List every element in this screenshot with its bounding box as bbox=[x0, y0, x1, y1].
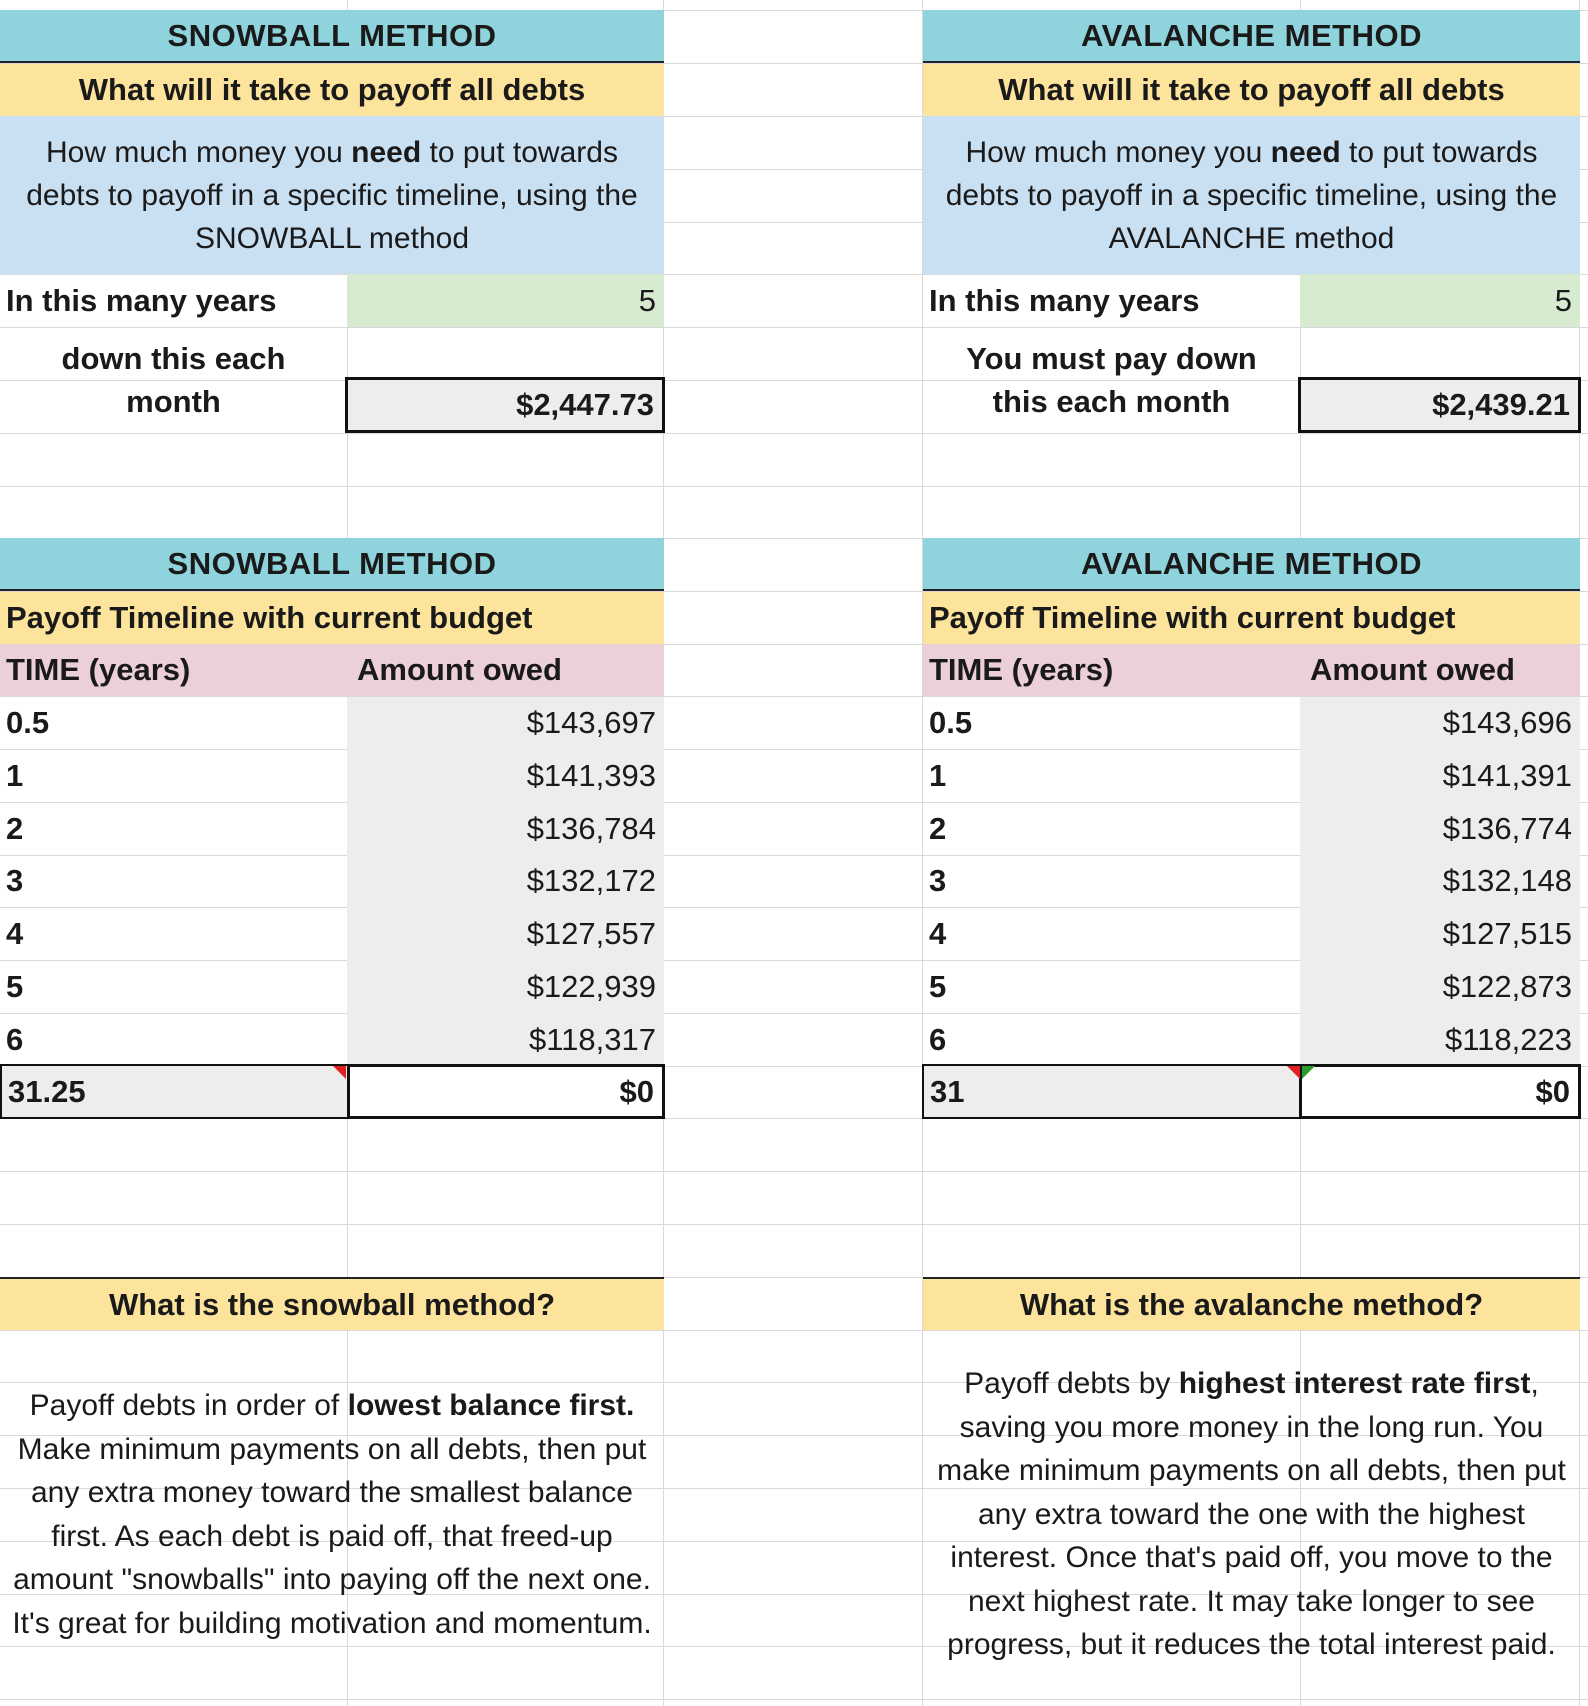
avalanche-timeline-title: Payoff Timeline with current budget bbox=[923, 592, 1580, 644]
avalanche-row-time: 6 bbox=[929, 1021, 947, 1057]
avalanche-years-input[interactable]: 5 bbox=[1300, 274, 1580, 327]
snowball-row-time: 1 bbox=[6, 757, 24, 793]
snowball-row-owed: $136,784 bbox=[347, 802, 664, 855]
snowball-row-owed: $127,557 bbox=[347, 907, 664, 960]
avalanche-row-owed: $132,148 bbox=[1300, 855, 1580, 907]
snowball-timeline-title: Payoff Timeline with current budget bbox=[0, 592, 664, 644]
avalanche-para-text: Payoff debts by bbox=[964, 1367, 1179, 1401]
snowball-row-time: 2 bbox=[6, 810, 24, 846]
comment-indicator-icon[interactable] bbox=[1302, 1066, 1315, 1079]
snowball-pay-label: down this each month bbox=[61, 341, 286, 419]
snowball-row-time: 4 bbox=[6, 915, 24, 951]
avalanche-row-time: 0.5 bbox=[929, 705, 973, 740]
avalanche-row-owed: $122,873 bbox=[1300, 960, 1580, 1013]
snowball-final-time[interactable]: 31.25 bbox=[0, 1064, 349, 1119]
snowball-row-owed: $141,393 bbox=[347, 749, 664, 802]
snowball-header: SNOWBALL METHOD bbox=[0, 10, 664, 63]
snowball-subheader: What will it take to payoff all debts bbox=[0, 64, 664, 116]
avalanche-final-time[interactable]: 31 bbox=[922, 1064, 1302, 1119]
avalanche-row-owed: $141,391 bbox=[1300, 749, 1580, 802]
snowball-row-owed: $132,172 bbox=[347, 855, 664, 907]
avalanche-timeline-header: AVALANCHE METHOD bbox=[923, 538, 1580, 591]
avalanche-final-owed[interactable]: $0 bbox=[1299, 1064, 1581, 1119]
snowball-description bbox=[0, 116, 664, 274]
avalanche-row-time: 4 bbox=[929, 915, 947, 951]
snowball-desc-text-a: How much money you bbox=[46, 135, 352, 169]
avalanche-col-time: TIME (years) bbox=[923, 644, 1300, 696]
avalanche-row-time: 3 bbox=[929, 863, 947, 898]
snowball-col-time: TIME (years) bbox=[0, 644, 347, 696]
snowball-col-owed: Amount owed bbox=[347, 644, 664, 696]
snowball-para-text: Payoff debts in order of bbox=[29, 1389, 348, 1422]
snowball-what-title: What is the snowball method? bbox=[0, 1277, 664, 1330]
snowball-para-bold: lowest balance first. bbox=[347, 1389, 635, 1422]
avalanche-pay-label: You must pay down this each month bbox=[966, 341, 1257, 419]
snowball-years-label: In this many years bbox=[6, 282, 277, 318]
avalanche-years-label: In this many years bbox=[929, 282, 1200, 318]
snowball-row-time: 5 bbox=[6, 968, 24, 1004]
snowball-desc-text-c: to put towards debts to payoff in a specific timeline, using the SNOWBALL method bbox=[26, 135, 638, 255]
avalanche-col-owed: Amount owed bbox=[1300, 644, 1580, 696]
avalanche-row-time: 5 bbox=[929, 968, 947, 1004]
avalanche-row-owed: $136,774 bbox=[1300, 802, 1580, 855]
avalanche-para-bold: highest interest rate first bbox=[1178, 1367, 1531, 1401]
snowball-row-owed: $122,939 bbox=[347, 960, 664, 1013]
avalanche-desc-text-a: How much money you bbox=[965, 135, 1271, 169]
snowball-what-text bbox=[0, 1330, 664, 1699]
snowball-desc-bold: need bbox=[351, 135, 422, 169]
snowball-row-owed: $143,697 bbox=[347, 697, 664, 749]
avalanche-row-owed: $127,515 bbox=[1300, 907, 1580, 960]
avalanche-row-owed: $118,223 bbox=[1300, 1013, 1580, 1066]
snowball-row-time: 6 bbox=[6, 1021, 24, 1057]
avalanche-what-text bbox=[923, 1330, 1580, 1699]
avalanche-desc-bold: need bbox=[1270, 135, 1341, 169]
snowball-row-owed: $118,317 bbox=[347, 1013, 664, 1066]
comment-indicator-icon[interactable] bbox=[333, 1066, 346, 1079]
comment-indicator-icon[interactable] bbox=[1287, 1066, 1300, 1079]
snowball-para-text: Make minimum payments on all debts, then put any extra money toward the smallest balance first. As each debt is paid off, that freed-up amount "snowballs" into paying off the next one. It's great for building motivation and momentum. bbox=[12, 1432, 652, 1640]
snowball-final-owed[interactable]: $0 bbox=[347, 1064, 665, 1119]
avalanche-row-time: 1 bbox=[929, 757, 947, 793]
avalanche-subheader: What will it take to payoff all debts bbox=[923, 64, 1580, 116]
avalanche-description bbox=[923, 116, 1580, 274]
snowball-years-input[interactable]: 5 bbox=[347, 274, 664, 327]
snowball-row-time: 3 bbox=[6, 863, 24, 898]
snowball-timeline-header: SNOWBALL METHOD bbox=[0, 538, 664, 591]
avalanche-monthly-payment[interactable]: $2,439.21 bbox=[1298, 377, 1581, 433]
avalanche-what-title: What is the avalanche method? bbox=[923, 1277, 1580, 1330]
snowball-monthly-payment[interactable]: $2,447.73 bbox=[345, 377, 665, 433]
avalanche-header: AVALANCHE METHOD bbox=[923, 10, 1580, 63]
avalanche-para-text: , saving you more money in the long run. You make minimum payments on all debts, then put any extra toward the one with the highest interest. Once that's paid off, you move to the next highest rate. It may take longer to see progress, but it reduces the total interest paid. bbox=[937, 1367, 1566, 1662]
avalanche-row-owed: $143,696 bbox=[1300, 697, 1580, 749]
avalanche-desc-text-c: to put towards debts to payoff in a specific timeline, using the AVALANCHE method bbox=[945, 135, 1558, 255]
snowball-row-time: 0.5 bbox=[6, 705, 50, 740]
avalanche-row-time: 2 bbox=[929, 810, 947, 846]
